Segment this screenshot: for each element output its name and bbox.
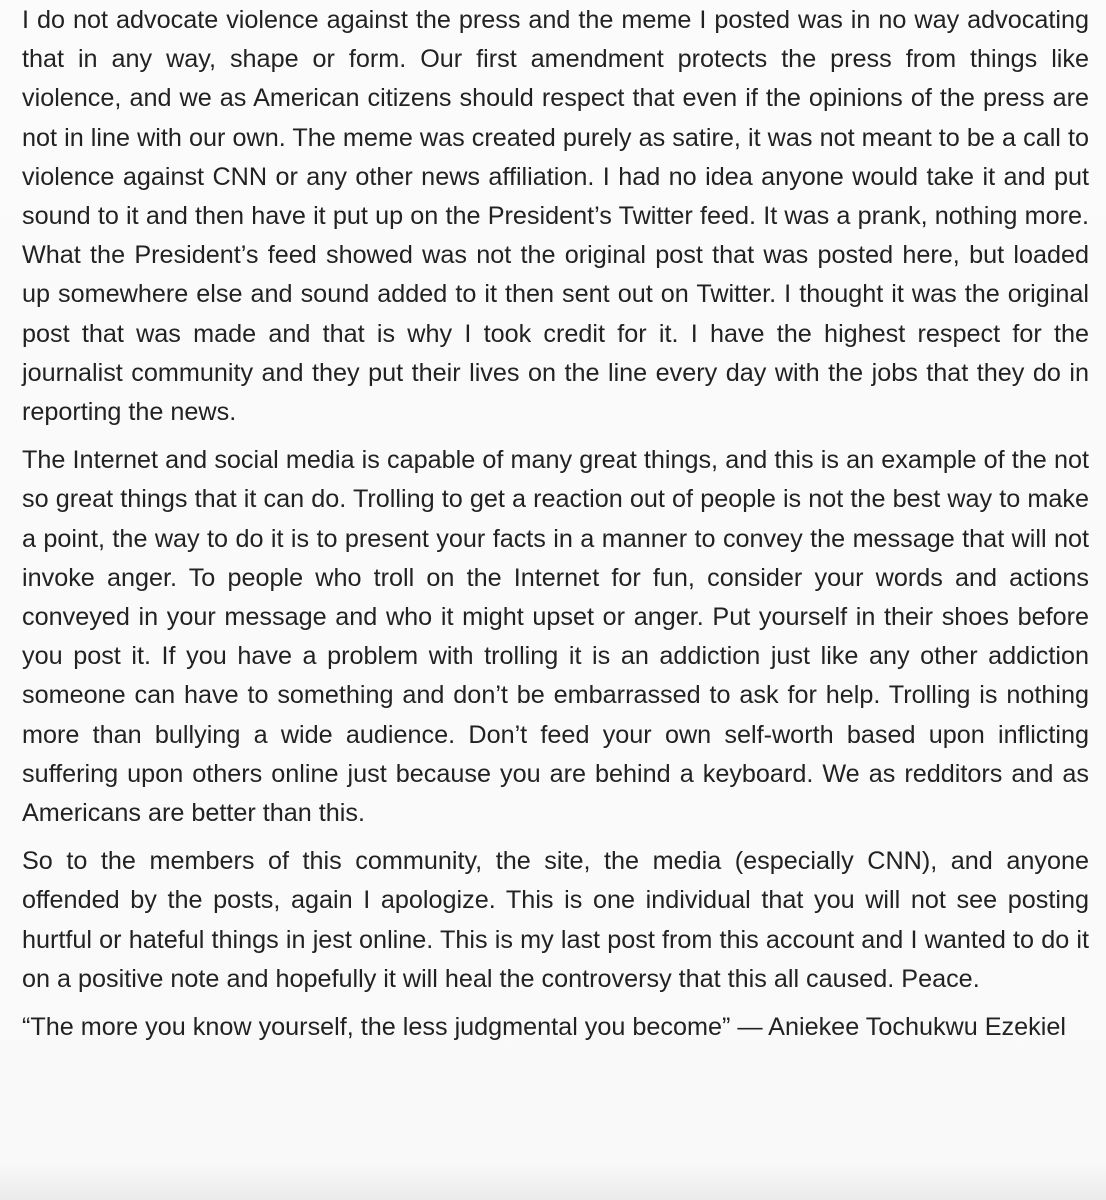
closing-quote: “The more you know yourself, the less judgmental you become” — Aniekee Tochukwu Ezekiel (22, 1013, 1066, 1042)
bottom-edge-shadow (0, 1160, 1106, 1200)
paragraph-closing: So to the members of this community, the site, the media (especially CNN), and anyone offended by the posts, again I apologize. This is one individual that you will not see posting hurtful or hateful things in jest online. This is my last post from this account and I wanted to do it on a positive note and hopefully it will heal the controversy that this all caused. Peace. (22, 847, 1089, 993)
paragraph-apology: I do not advocate violence against the press and the meme I posted was in no way advocating that in any way, shape or form. Our first amendment protects the press from things like violence, and we as American citizens should respect that even if the opinions of the press are not in line with our own. The meme was created purely as satire, it was not meant to be a call to violence against CNN or any other news affiliation. I had no idea anyone would take it and put sound to it and then have it put up on the President’s Twitter feed. It was a prank, nothing more. What the President’s feed showed was not the original post that was posted here, but loaded up somewhere else and sound added to it then sent out on Twitter. I thought it was the original post that was made and that is why I took credit for it. I have the highest respect for the journalist community and they put their lives on the line every day with the jobs that they do in reporting the news. (22, 6, 1089, 427)
paragraph-trolling: The Internet and social media is capable of many great things, and this is an example of the not so great things that it can do. Trolling to get a reaction out of people is not the best way to make a point, the way to do it is to present your facts in a manner to convey the message that will not invoke anger. To people who troll on the Internet for fun, consider your words and actions conveyed in your message and who it might upset or anger. Put yourself in their shoes before you post it. If you have a problem with trolling it is an addiction just like any other addiction someone can have to something and don’t be embarrassed to ask for help. Trolling is nothing more than bullying a wide audience. Don’t feed your own self-worth based upon inflicting suffering upon others online just because you are behind a keyboard. We as redditors and as Americans are better than this. (22, 446, 1089, 828)
